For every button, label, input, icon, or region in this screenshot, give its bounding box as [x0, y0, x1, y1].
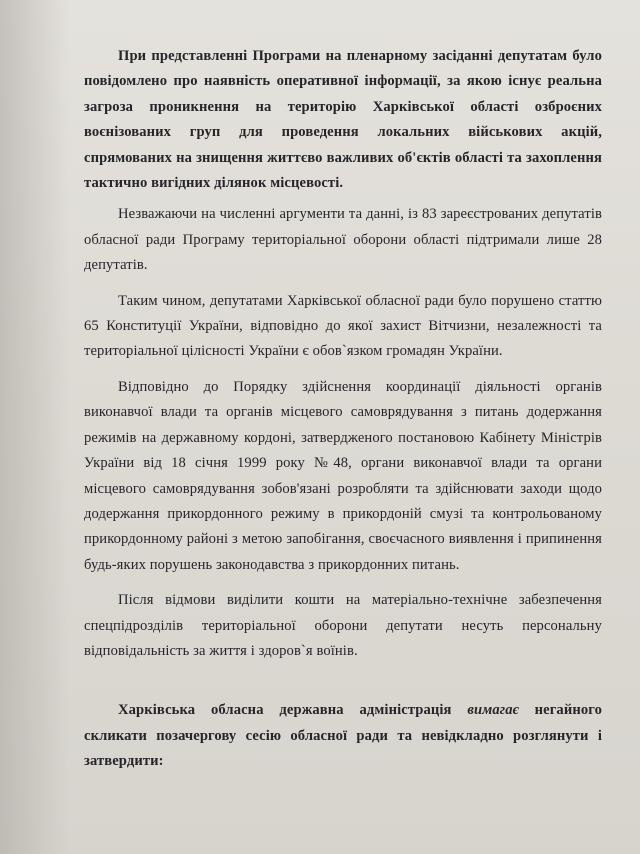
paragraph-constitution-violation: Таким чином, депутатами Харківської обласної ради було порушено статтю 65 Конституції України, відповідно до якої захист Вітчизни, незалежності та територіальної цілісності України є обов`язком громадян України. [84, 292, 602, 360]
paragraph-responsibility: Після відмови виділити кошти на матеріально-технічне забезпечення спецпідрозділів територіальної оборони депутати несуть персональну відповідальність за життя і здоров`я воїнів. [84, 592, 602, 659]
paragraph-vote-result: Незважаючи на численні аргументи та данні, із 83 зареєстрованих депутатів обласної ради Програму територіальної оборони області підтримали лише 28 депутатів. [84, 206, 602, 274]
demand-text-end: негайного скликати позачергову сесію обласної ради та невідкладно розглянути і затвердити: [84, 702, 602, 770]
demand-text-start: Харківська обласна державна адміністрація [118, 702, 468, 719]
demand-emphasis: вимагає [467, 702, 519, 719]
paragraph-program-presentation: При представленні Програми на пленарному засіданні депутатам було повідомлено про наявність оперативної інформації, за якою існує реальна загроза проникнення на територію Харківської області озброєних воєнізованих груп для проведення локальних військових акцій, спрямованих на знищення життєво важливих об'єктів області та захоплення тактично вигідних ділянок місцевості. [84, 48, 602, 192]
paragraph-administration-demand [84, 698, 602, 774]
paragraph-border-regulation: Відповідно до Порядку здійснення координації діяльності органів виконавчої влади та органів місцевого самоврядування з питань додержання режимів на державному кордоні, затвердженого постановою Кабінету Міністрів України від 18 січня 1999 року №48, органи виконавчої влади та органи місцевого самоврядування зобов'язані розробляти та здійснювати заходи щодо додержання прикордонного режиму в прикордоній смузі та контрольованому прикордонному районі з метою запобігання, своєчасного виявлення і припинення будь-яких порушень законодавства з прикордонних питань. [84, 378, 602, 573]
